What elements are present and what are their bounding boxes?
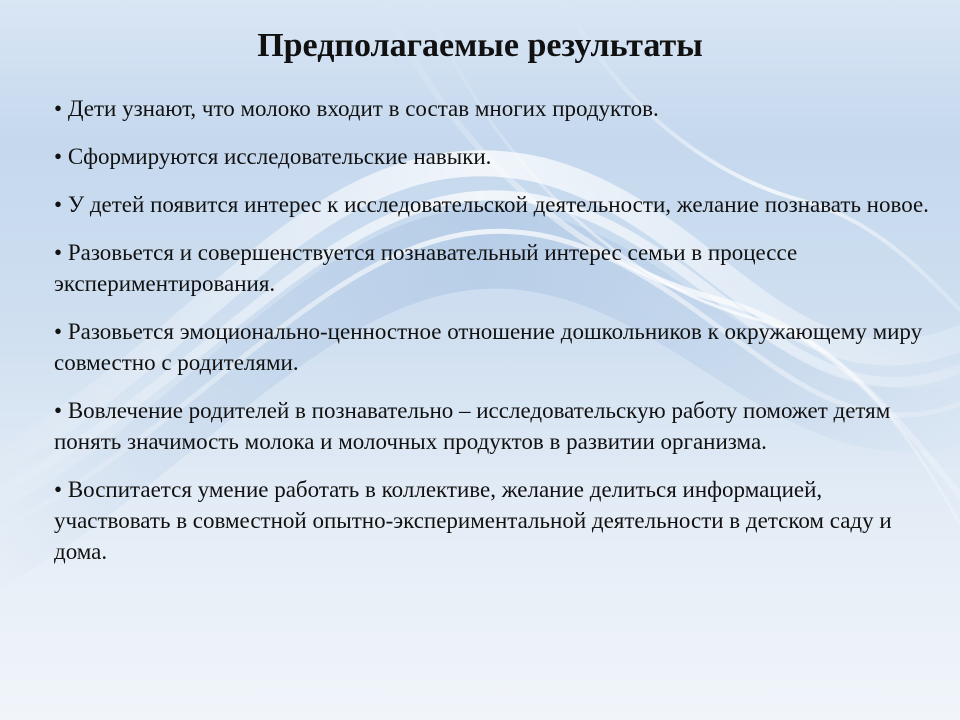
list-item-text: У детей появится интерес к исследовательской деятельности, желание познавать новое. [67,192,929,217]
bullet-marker: • [54,398,63,423]
list-item-text: Воспитается умение работать в коллективе, желание делиться информацией, участвовать в совместной опытно-экспериментальной деятельности в детском саду и дома. [54,477,892,564]
bullet-marker: • [54,477,63,502]
results-list [54,93,934,584]
list-item-text: Разовьется эмоционально-ценностное отношение дошкольников к окружающему миру совместно с родителями. [54,319,923,375]
list-item [54,141,934,172]
slide-title: Предполагаемые результаты [257,27,703,64]
list-item [54,93,934,124]
list-item-text: Сформируются исследовательские навыки. [67,144,492,169]
bullet-marker: • [54,240,63,265]
list-item [54,316,934,378]
bullet-marker: • [54,319,63,344]
bullet-marker: • [54,96,63,121]
list-item [54,189,934,220]
list-item [54,474,934,567]
bullet-marker: • [54,144,63,169]
list-item-text: Дети узнают, что молоко входит в состав многих продуктов. [67,96,659,121]
list-item-text: Разовьется и совершенствуется познавательный интерес семьи в процессе экспериментирования. [54,240,798,296]
list-item [54,237,934,299]
bullet-marker: • [54,192,63,217]
list-item-text: Вовлечение родителей в познавательно – исследовательскую работу поможет детям понять значимость молока и молочных продуктов в развитии организма. [54,398,891,454]
list-item [54,395,934,457]
